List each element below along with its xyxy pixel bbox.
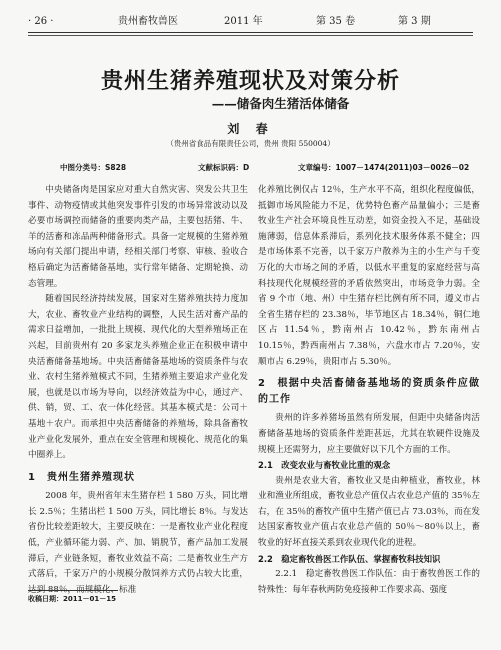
article-title: 贵州生猪养殖现状及对策分析 [100,69,400,94]
paragraph: 贵州的许多养猪场虽然有所发展，但距中央储备肉活畜储备基地场的资质条件差距甚远，尤其在软硬件设施及规模上还需努力，应主要做好以下几个方面的工作。 [258,413,480,455]
paragraph: 2008 年，贵州省年末生猪存栏 1 580 万头，同比增长 2.5％；生猪出栏 1 500 万头，同比增长 8％。与发达省份比较差距较大，主要反映在：一是畜牧业产业化程度低，产业循环能力弱、产、加、销脱节，畜产品加工发展滞后，产业链条短，畜牧业效益不高；二是畜牧业生产方式落后，千家万户的小规模分散饲养方式仍占较大比重，达到 88％，而规模化、标准 [28,491,248,595]
right-column [258,183,480,598]
received-date: 收稿日期：2011－01－15 [28,595,116,603]
paragraph: 化养殖比例仅占 12％，生产水平不高，组织化程度偏低，抵御市场风险能力不足，优势特色畜产品量偏小；三是畜牧业生产社会环境良性互动差，如资金投入不足，基础设施薄弱，信息体系滞后，系列化技术服务体系不健全；四是市场体系不完善，以千家万户散养为主的小生产与千变万化的大市场之间的矛盾，以低水平重复的家庭经营与高科技现代化规模经营的矛盾依然突出，市场竞争力弱。全省 9 个市（地、州）中生猪存栏比例有所不同，遵义市占全省生猪存栏的 23.38％，毕节地区占 18.34％，铜仁地区占 11.54％，黔南州占 10.42％，黔东南州占 10.15％，黔西南州占 7.38％，六盘水市占 7.20％，安顺市占 6.29％，贵阳市占 5.30％。 [258,185,480,367]
article-id: 文章编号：1007－1474(2011)03－0026－02 [298,163,470,172]
journal-issue: 第 3 期 [398,16,431,27]
page-number: · 26 · [28,16,54,27]
section-heading: 2 根据中央活畜储备基地场的资质条件应做的工作 [258,378,480,405]
clc-number: 中图分类号：S828 [60,163,127,172]
journal-name: 贵州畜牧兽医 [118,16,178,27]
paragraph: 贵州是农业大省，畜牧业又是由种植业，畜牧业，林业和渔业所组成，畜牧业总产值仅占农业总产值的 35％左右，在 35％的畜牧产值中生猪产值已占 73.03％，而在发达国家畜牧业产值占农业总产值的 50％～80％以上，畜牧业的好坏直接关系到农业现代化的进程。 [258,475,480,549]
article-meta [28,162,473,174]
section-heading: 1 贵州生猪养殖现状 [28,471,135,483]
footnote-rule [28,590,118,591]
paragraph: 随着国民经济持续发展，国家对生猪养殖扶持力度加大，农业、畜牧业产业结构的调整，人民生活对畜产品的需求日益增加，一批批上规模、现代化的大型养殖场正在兴起，目前贵州有 20 多家龙头养殖企业正在积极申请中央活畜储备基地场。中央活畜储备基地场的资质条件与农业、农村生猪养殖模式不同，生猪养殖主要追求产业化发展，也就是以市场为导向，以经济效益为中心，通过产、供、销，贸、工、农一体化经营。其基本模式是：公司＋基地＋农户。而承担中央活畜储备的养殖场，除具备畜牧业产业化发展外，重点在安全管理和规模化、规范化的集中圈养上。 [28,294,248,461]
paragraph: 2.2.1 稳定畜牧兽医工作队伍：由于畜牧兽医工作的特殊性：每年春秋两防免疫接种工作要求高、强度 [258,569,480,595]
subsection-heading: 2.2 稳定畜牧兽医工作队伍、掌握畜牧科技知识 [258,553,441,564]
subsection-heading: 2.1 改变农业与畜牧业比重的观念 [258,460,391,471]
author-name: 刘 春 [227,122,274,136]
article-subtitle: ——储备肉生猪活体储备 [211,96,350,111]
left-column [28,183,248,598]
journal-year: 2011 年 [224,16,263,27]
header-rule-thin [28,35,473,36]
document-code: 文献标识码：D [198,163,250,172]
header-rule [28,32,473,33]
paragraph: 中央储备肉是国家应对重大自然灾害、突发公共卫生事件、动物疫情或其他突发事件引发的市场异常波动以及必要市场调控而储备的重要肉类产品，主要包括猪、牛、羊的活畜和冻品两种储备形式。具备一定规模的生猪养殖场向有关部门提出申请，经相关部门考察、审核、验收合格后确定为活畜储备基地，实行常年储备、定期轮换、动态管理。 [28,185,248,289]
running-header [28,14,473,30]
journal-volume: 第 35 卷 [316,16,356,27]
author-affiliation: （贵州省食品有限责任公司，贵州 贵阳 550004） [166,139,335,148]
